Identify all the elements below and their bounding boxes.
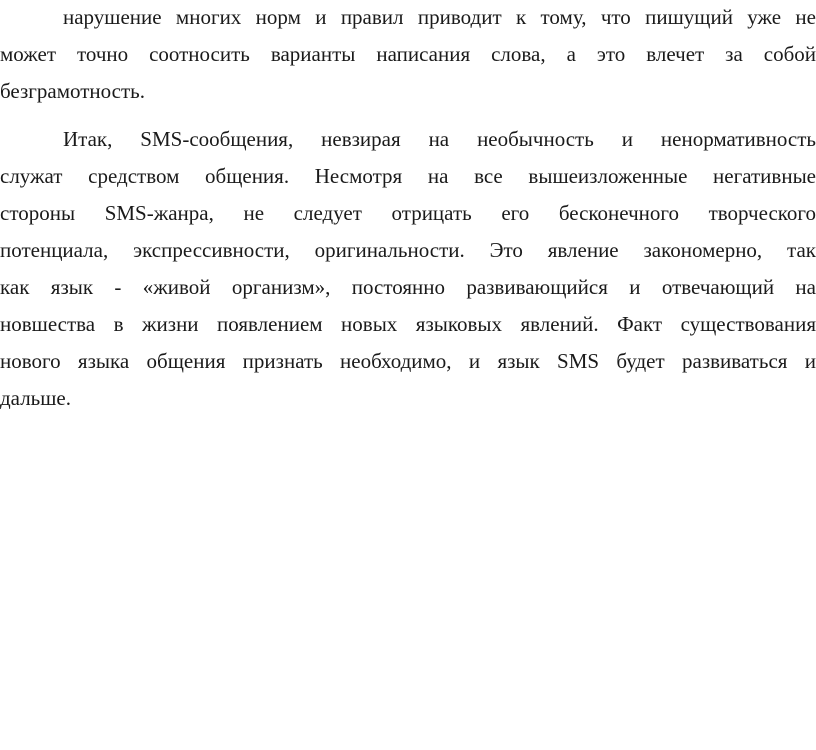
paragraph-2-line-4: потенциала, экспрессивности, оригинальности. Это явление закономерно, так <box>0 238 816 262</box>
paragraph-1-line-3: безграмотность. <box>0 79 145 103</box>
paragraph-1-line-2: может точно соотносить варианты написания слова, а это влечет за собой <box>0 42 816 66</box>
paragraph-2-line-2: служат средством общения. Несмотря на все вышеизложенные негативные <box>0 164 816 188</box>
paragraph-1-line-1: нарушение многих норм и правил приводит к тому, что пишущий уже не <box>63 5 816 29</box>
paragraph-2 <box>0 121 816 417</box>
paragraph-2-line-1: Итак, SMS-сообщения, невзирая на необычность и ненормативность <box>63 127 816 151</box>
paragraph-2-line-7: нового языка общения признать необходимо, и язык SMS будет развиваться и <box>0 349 816 373</box>
paragraph-2-line-8: дальше. <box>0 386 71 410</box>
paragraph-2-line-5: как язык - «живой организм», постоянно развивающийся и отвечающий на <box>0 275 816 299</box>
paragraph-1 <box>0 0 816 110</box>
paragraph-2-line-6: новшества в жизни появлением новых языковых явлений. Факт существования <box>0 312 816 336</box>
paragraph-2-line-3: стороны SMS-жанра, не следует отрицать его бесконечного творческого <box>0 201 816 225</box>
